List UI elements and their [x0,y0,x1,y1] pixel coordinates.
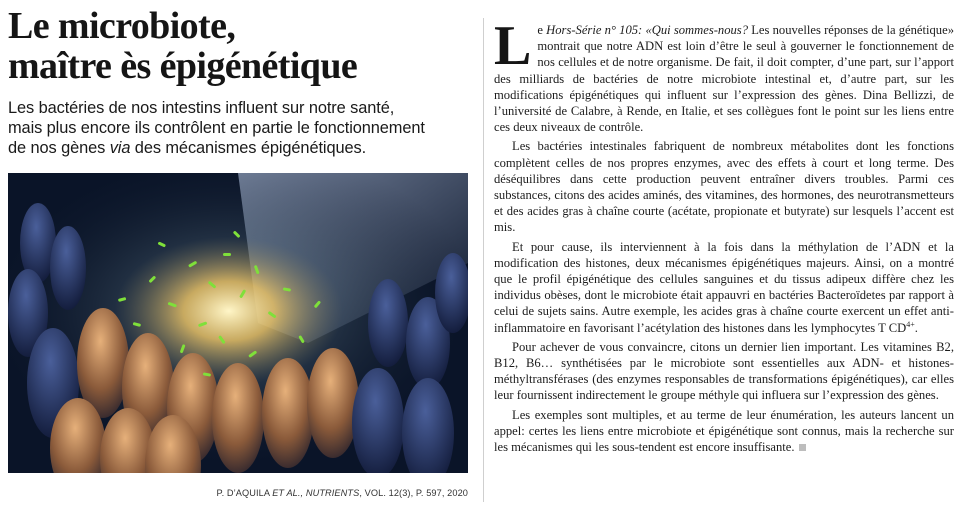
article-body [494,15,954,455]
paragraph: Les bactéries intestinales fabriquent de nombreux métabolites dont les fonctions complètent celles de nos propres enzymes, avec des effets à court et long terme. Des déséquilibres dans cette production peuvent entraîner divers troubles. Parmi ces substances, citons des acides aminés, des vitamines, des hormones, des neurotransmetteurs et des acides gras à chaîne courte (acétate, propionate et butyrate) sur lesquels l’accent est mis. [494,139,954,235]
drop-cap: L [494,15,532,77]
lede-text: de nos gènes [8,139,110,157]
credit-text: , VOL. 12(3), P. 597, 2020 [359,488,468,498]
paragraph [494,239,954,336]
lede-line: mais plus encore ils contrôlent en partie le fonctionnement [8,119,425,137]
paragraph [494,15,954,135]
paragraph-text: Les exemples sont multiples, et au terme de leur énumération, les auteurs lancent un appel: certes les liens entre microbiote et épigénétique sont connus, mais la recherche sur les mécanismes qui les sous-tendent est encore insuffisante. [494,407,954,455]
article-title [8,6,470,86]
paragraph-text: e [537,23,547,37]
credit-emphasis: ET AL., NUTRIENTS [272,488,360,498]
image-credit [217,488,468,498]
paragraph-text: . [914,320,918,335]
lede-text: des mécanismes épigénétiques. [130,139,367,157]
column-divider [483,18,484,502]
lede-line: Les bactéries de nos intestins influent sur notre santé, [8,99,395,117]
title-line: Le microbiote, [8,5,236,47]
paragraph-text: Et pour cause, ils interviennent à la fois dans la méthylation de l’ADN et la modification des histones, deux mécanismes épigénétiques majeurs. Ainsi, on a montré que le profil épigénétique des cellules sanguines et du tissus adipeux diffère chez les individus obèses, dont le microbiote était appauvri en bactéries Bacteroïdetes par rapport à celui de sujets sains. Autre exemple, les acides gras à chaîne courte exercent un effet anti-inflammatoire en favorisant l’acétylation des histones dans les lymphocytes T CD [494,239,954,335]
credit-text: P. D’AQUILA [216,488,273,498]
end-mark [799,444,806,451]
article-lede [8,98,470,158]
article-header [8,6,470,158]
lede-emphasis: via [109,139,131,157]
illustration-svg [8,173,468,473]
title-line: maître ès épigénétique [8,45,358,87]
paragraph [494,407,954,456]
paragraph: Pour achever de vous convaincre, citons un dernier lien important. Les vitamines B2, B12, B6… synthétisées par le microbiote sont essentielles aux ADN- et histones-méthyltransférases (des enzymes responsables de transformations épigénétiques), car elles leur fournissent indirectement le groupe méthyle qui influera sur l’expression des gènes. [494,339,954,403]
superscript: 4+ [906,319,915,329]
microbiota-illustration [8,173,468,473]
paragraph-text: Les nouvelles réponses de la génétique» montrait que notre ADN est loin d’être le seul à gouverner le fonctionnement de nos cellules et de notre organisme. De fait, il doit compter, d’une part, sur l’apport des milliards de bactéries de notre microbiote intestinal et, d’autre part, sur les modifications épigénétiques qui influent sur l’expression des gènes. Dina Bellizzi, de l’université de Calabre, à Rende, en Italie, et ses collègues font le point sur les liens entre ces deux niveaux de contrôle. [494,23,954,135]
paragraph-emphasis: Hors-Série n° 105: «Qui sommes-nous? [546,23,749,37]
lede-line [8,138,470,158]
